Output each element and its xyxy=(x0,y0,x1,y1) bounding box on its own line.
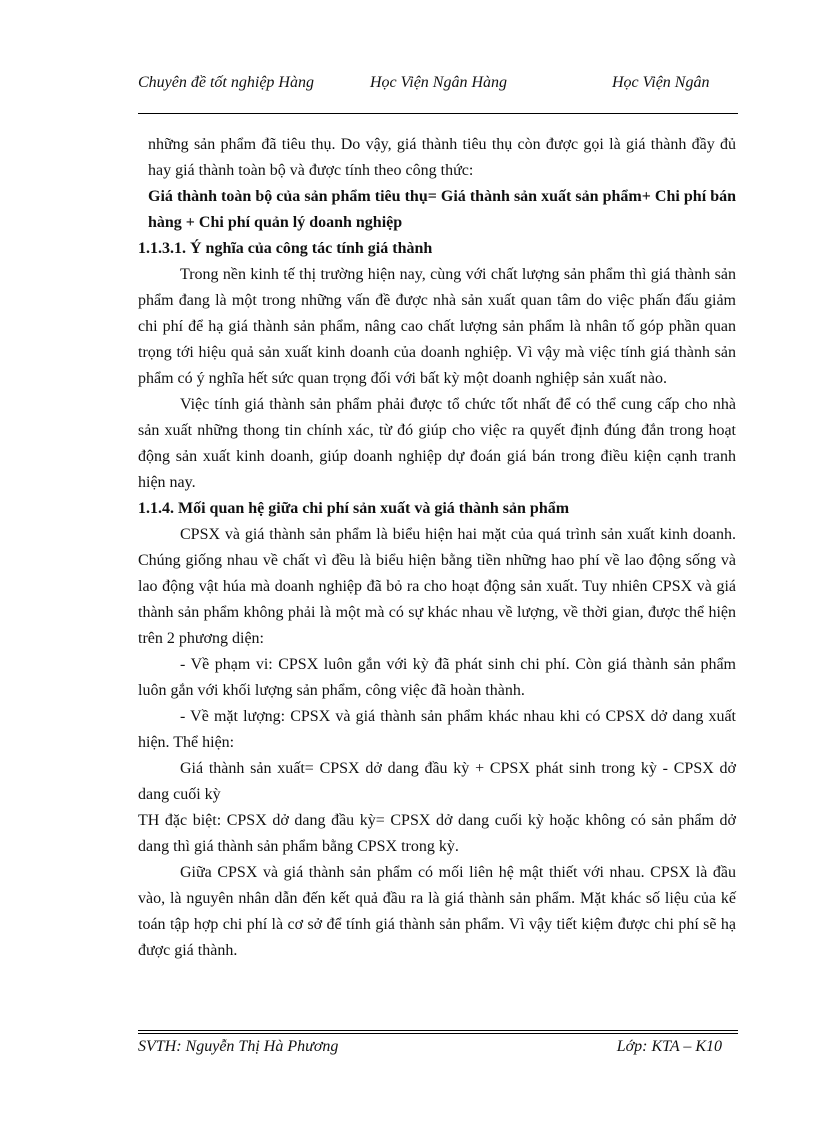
formula-production-cost: Giá thành sản xuất= CPSX dở dang đầu kỳ + CPSX phát sinh trong kỳ - CPSX dở dang cuối kỳ xyxy=(138,760,736,803)
header-rule xyxy=(138,113,738,114)
header-middle-text: Học Viện Ngân Hàng xyxy=(370,74,508,91)
paragraph-continuation: những sản phẩm đã tiêu thụ. Do vậy, giá thành tiêu thụ còn được gọi là giá thành đầy đủ hay giá thành toàn bộ và được tính theo công thức: xyxy=(148,136,736,179)
paragraph-conclusion: Giữa CPSX và giá thành sản phẩm có mối liên hệ mật thiết với nhau. CPSX là đầu vào, là nguyên nhân dẫn đến kết quả đầu ra là giá thành sản phẩm. Mặt khác số liệu của kế toán tập hợp chi phí là cơ sở để tính giá thành sản phẩm. Vì vậy tiết kiệm được chi phí sẽ hạ được giá thành. xyxy=(138,864,736,959)
paragraph-cost-info: Việc tính giá thành sản phẩm phải được tổ chức tốt nhất để có thể cung cấp cho nhà sản xuất những thong tin chính xác, từ đó giúp cho việc ra quyết định đúng đắn trong hoạt động sản xuất kinh doanh, giúp doanh nghiệp dự đoán giá bán trong điều kiện cạnh tranh hiện nay. xyxy=(138,396,736,491)
footer-rule-top xyxy=(138,1030,738,1031)
paragraph-scope: - Về phạm vi: CPSX luôn gắn với kỳ đã phát sinh chi phí. Còn giá thành sản phẩm luôn gắn với khối lượng sản phẩm, công việc đã hoàn thành. xyxy=(138,656,736,699)
document-body xyxy=(138,132,736,964)
section-heading-1-1-3-1: 1.1.3.1. Ý nghĩa của công tác tính giá thành xyxy=(138,240,433,257)
paragraph-quantity: - Về mặt lượng: CPSX và giá thành sản phẩm khác nhau khi có CPSX dở dang xuất hiện. Thể hiện: xyxy=(138,708,736,751)
header-left-text: Chuyên đề tốt nghiệp Hàng xyxy=(138,74,314,91)
page-header xyxy=(138,72,738,116)
paragraph-relationship: CPSX và giá thành sản phẩm là biểu hiện hai mặt của quá trình sản xuất kinh doanh. Chúng giống nhau về chất vì đều là biểu hiện bằng tiền những hao phí về lao động sống và lao động vật húa mà doanh nghiệp đã bỏ ra cho hoạt động sản xuất. Tuy nhiên CPSX và giá thành sản phẩm không phải là một mà có sự khác nhau về lượng, về thời gian, được thể hiện trên 2 phương diện: xyxy=(138,526,736,647)
footer-rule-bottom xyxy=(138,1033,738,1034)
formula-total-cost: Giá thành toàn bộ của sản phẩm tiêu thụ= Giá thành sản xuất sản phẩm+ Chi phí bán hàng + Chi phí quản lý doanh nghiệp xyxy=(148,188,736,231)
section-heading-1-1-4: 1.1.4. Mối quan hệ giữa chi phí sản xuất và giá thành sản phẩm xyxy=(138,500,570,517)
paragraph-special-case: TH đặc biệt: CPSX dở dang đầu kỳ= CPSX dở dang cuối kỳ hoặc không có sản phẩm dở dang thì giá thành sản phẩm bằng CPSX trong kỳ. xyxy=(138,812,736,855)
footer-student-name: SVTH: Nguyễn Thị Hà Phương xyxy=(138,1038,339,1055)
header-right-text: Học Viện Ngân xyxy=(612,74,710,91)
paragraph-significance: Trong nền kinh tế thị trường hiện nay, cùng với chất lượng sản phẩm thì giá thành sản phẩm đang là một trong những vấn đề được nhà sản xuất quan tâm do việc phấn đấu giảm chi phí để hạ giá thành sản phẩm, nâng cao chất lượng sản phẩm là nhân tố góp phần quan trọng tới hiệu quả sản xuất kinh doanh của doanh nghiệp. Vì vậy mà việc tính giá thành sản phẩm có ý nghĩa hết sức quan trọng đối với bất kỳ một doanh nghiệp sản xuất nào. xyxy=(138,266,736,387)
footer-class: Lớp: KTA – K10 xyxy=(616,1038,722,1055)
